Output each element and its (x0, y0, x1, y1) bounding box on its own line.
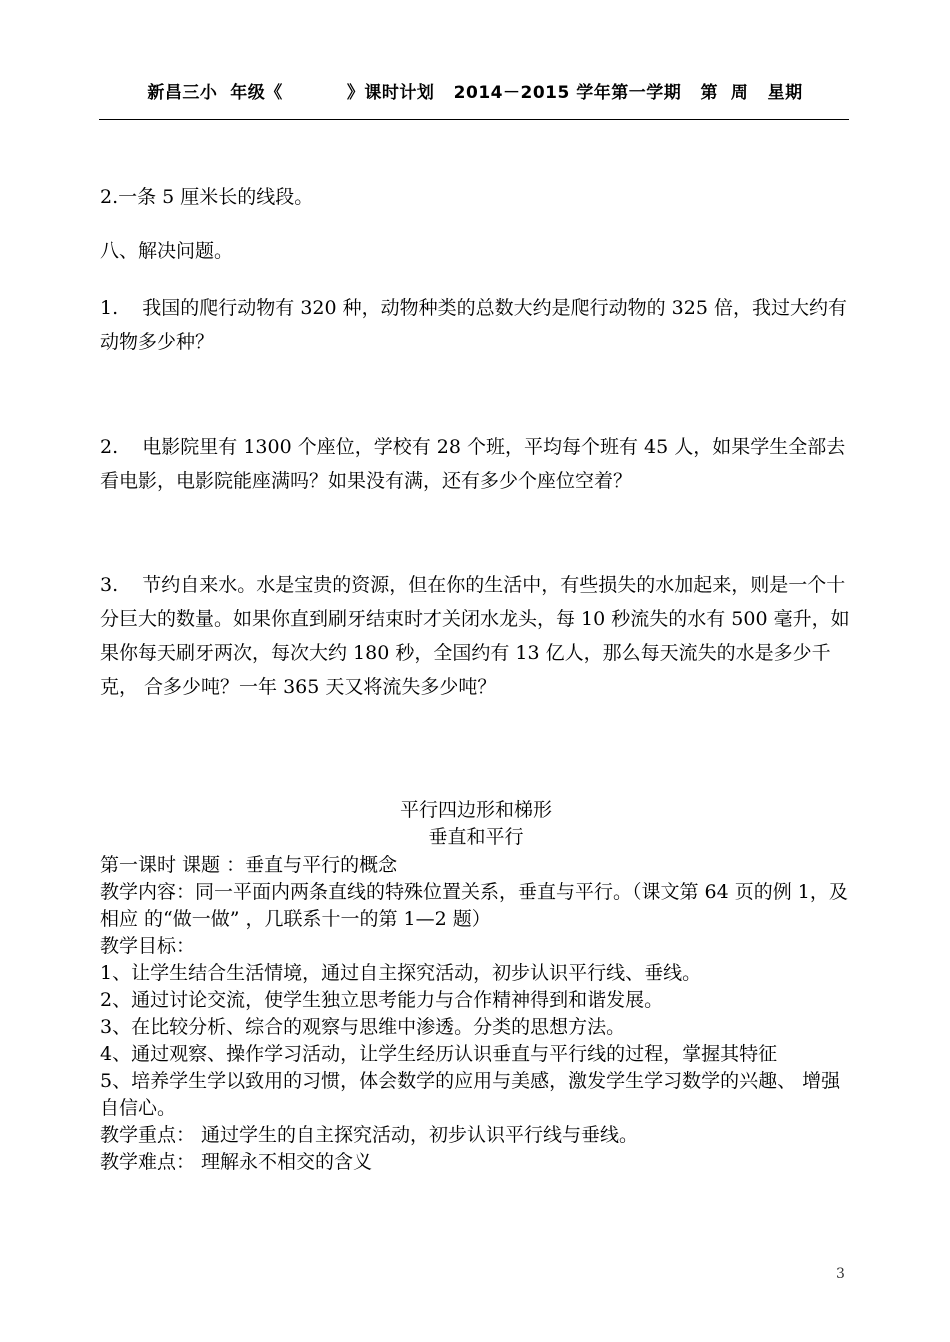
objective-item: 2、通过讨论交流，使学生独立思考能力与合作精神得到和谐发展。 (100, 989, 664, 1011)
problem-1: 1. 我国的爬行动物有 320 种，动物种类的总数大约是爬行动物的 325 倍，我过大约有动物多少种？ (100, 297, 847, 353)
lesson-plan-body (100, 852, 852, 1176)
page-header: 新昌三小 年级《 》课时计划 2014－2015 学年第一学期 第 周 星期 (147, 83, 803, 103)
unit-title: 平行四边形和梯形 (399, 799, 552, 821)
teaching-difficult-points: 教学难点： 理解永不相交的含义 (100, 1151, 373, 1173)
objectives-label: 教学目标： (100, 935, 196, 957)
section-title: 八、解决问题。 (100, 240, 234, 262)
line-segment-item: 2.一条 5 厘米长的线段。 (100, 186, 314, 208)
period-topic: 第一课时 课题 ：垂直与平行的概念 (100, 854, 398, 876)
page-number: 3 (836, 1266, 845, 1282)
problem-2: 2. 电影院里有 1300 个座位，学校有 28 个班，平均每个班有 45 人，如果学生全部去看电影，电影院能座满吗？如果没有满，还有多少个座位空着？ (100, 436, 846, 492)
lesson-subtitle: 垂直和平行 (428, 826, 524, 848)
objective-item: 3、在比较分析、综合的观察与思维中渗透。分类的思想方法。 (100, 1016, 626, 1038)
objective-item: 5、培养学生学以致用的习惯，体会数学的应用与美感，激发学生学习数学的兴趣、 增强自信心。 (100, 1070, 841, 1119)
objective-item: 1、让学生结合生活情境，通过自主探究活动，初步认识平行线、垂线。 (100, 962, 702, 984)
teaching-content: 教学内容：同一平面内两条直线的特殊位置关系，垂直与平行。（课文第 64 页的例 1，及相应 的“做一做” ，几联系十一的第 1—2 题） (100, 881, 848, 930)
teaching-key-points: 教学重点： 通过学生的自主探究活动，初步认识平行线与垂线。 (100, 1124, 639, 1146)
problem-3: 3. 节约自来水。水是宝贵的资源，但在你的生活中，有些损失的水加起来，则是一个十分巨大的数量。如果你直到刷牙结束时才关闭水龙头，每 10 秒流失的水有 500 毫升，如果你每天刷牙两次，每次大约 180 秒，全国约有 13 亿人，那么每天流失的水是多少千克， 合多少吨？一年 365 天又将流失多少吨？ (100, 574, 850, 698)
objective-item: 4、通过观察、操作学习活动，让学生经历认识垂直与平行线的过程，掌握其特征 (100, 1043, 778, 1065)
header-divider (99, 119, 849, 120)
